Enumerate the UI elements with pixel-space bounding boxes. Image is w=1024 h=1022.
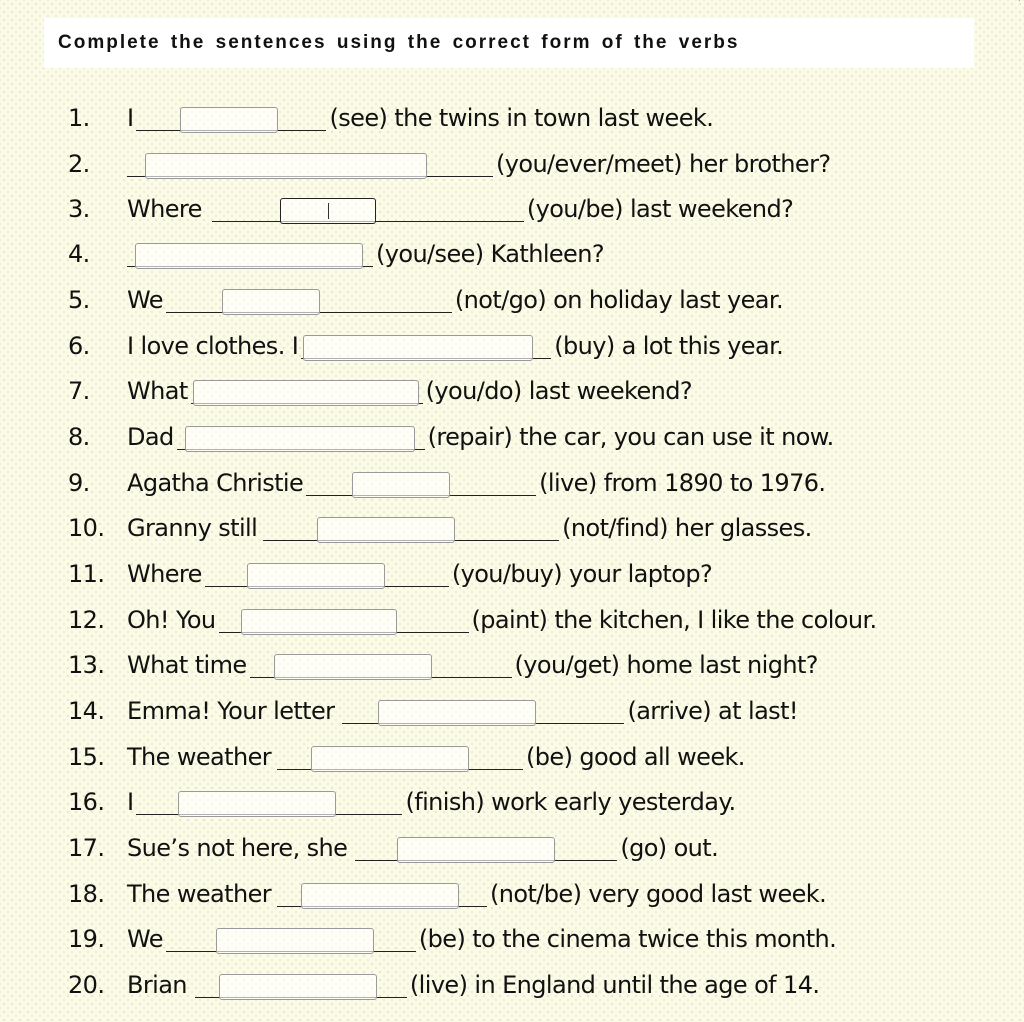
answer-blank bbox=[136, 106, 326, 131]
exercise-row-2 bbox=[68, 147, 830, 181]
answer-input-13[interactable] bbox=[274, 654, 432, 680]
item-number: 16. bbox=[68, 788, 105, 816]
answer-blank bbox=[355, 836, 617, 861]
verb-hint: (not/find) her glasses. bbox=[562, 514, 812, 542]
exercise-row-15 bbox=[68, 740, 745, 774]
verb-hint: (buy) a lot this year. bbox=[554, 332, 784, 360]
sentence-start: Where bbox=[127, 560, 202, 588]
answer-input-10[interactable] bbox=[317, 517, 455, 543]
verb-hint: (live) in England until the age of 14. bbox=[409, 971, 820, 999]
answer-blank bbox=[205, 562, 449, 587]
item-number: 12. bbox=[68, 606, 105, 634]
verb-hint: (you/ever/meet) her brother? bbox=[496, 150, 831, 178]
item-number: 17. bbox=[68, 834, 105, 862]
verb-hint: (see) the twins in town last week. bbox=[329, 104, 714, 132]
exercise-row-12 bbox=[68, 603, 877, 637]
item-number: 7. bbox=[68, 377, 90, 405]
verb-hint: (you/get) home last night? bbox=[514, 651, 818, 679]
answer-input-5[interactable] bbox=[222, 289, 320, 315]
item-number: 9. bbox=[68, 469, 90, 497]
exercise-row-20 bbox=[68, 968, 819, 1002]
sentence-start: I love clothes. I bbox=[127, 332, 299, 360]
answer-input-16[interactable] bbox=[178, 791, 336, 817]
verb-hint: (repair) the car, you can use it now. bbox=[427, 423, 834, 451]
item-number: 5. bbox=[68, 286, 90, 314]
sentence-start: Emma! Your letter bbox=[127, 697, 335, 725]
exercise-row-7 bbox=[68, 374, 692, 408]
sentence-start: We bbox=[127, 925, 163, 953]
item-number: 18. bbox=[68, 880, 105, 908]
sentence-start: What bbox=[127, 377, 188, 405]
exercise-row-17 bbox=[68, 831, 718, 865]
answer-blank bbox=[277, 745, 523, 770]
exercise-row-16 bbox=[68, 785, 736, 819]
item-number: 6. bbox=[68, 332, 90, 360]
sentence-start: I bbox=[127, 788, 134, 816]
exercise-row-8 bbox=[68, 420, 834, 454]
sentence-start: Dad bbox=[127, 423, 174, 451]
exercise-row-4 bbox=[68, 237, 604, 271]
sentence-start: The weather bbox=[127, 743, 272, 771]
exercise-row-3 bbox=[68, 192, 793, 226]
instruction-title: Complete the sentences using the correct form of the verbs bbox=[58, 32, 740, 53]
item-number: 15. bbox=[68, 743, 105, 771]
verb-hint: (you/buy) your laptop? bbox=[451, 560, 713, 588]
answer-input-8[interactable] bbox=[185, 426, 415, 452]
answer-blank bbox=[277, 882, 487, 907]
sentence-start: The weather bbox=[127, 880, 272, 908]
item-number: 20. bbox=[68, 971, 105, 999]
answer-blank bbox=[127, 152, 493, 177]
sentence-start: What time bbox=[127, 651, 247, 679]
exercise-row-9 bbox=[68, 466, 825, 500]
exercise-row-11 bbox=[68, 557, 712, 591]
item-number: 19. bbox=[68, 925, 105, 953]
answer-blank bbox=[212, 197, 524, 222]
answer-blank bbox=[301, 334, 551, 359]
answer-input-19[interactable] bbox=[216, 928, 374, 954]
verb-hint: (finish) work early yesterday. bbox=[405, 788, 736, 816]
answer-blank bbox=[127, 242, 373, 267]
answer-blank bbox=[263, 516, 559, 541]
verb-hint: (not/go) on holiday last year. bbox=[454, 286, 783, 314]
answer-input-1[interactable] bbox=[180, 107, 278, 133]
item-number: 4. bbox=[68, 240, 90, 268]
verb-hint: (you/be) last weekend? bbox=[526, 195, 794, 223]
sentence-start: Oh! You bbox=[127, 606, 216, 634]
exercise-row-5 bbox=[68, 283, 783, 317]
exercise-row-1 bbox=[68, 101, 713, 135]
exercise-row-13 bbox=[68, 648, 818, 682]
sentence-start: Brian bbox=[127, 971, 187, 999]
verb-hint: (not/be) very good last week. bbox=[490, 880, 827, 908]
sentence-start: Where bbox=[127, 195, 202, 223]
text-cursor bbox=[328, 203, 329, 219]
item-number: 11. bbox=[68, 560, 105, 588]
item-number: 2. bbox=[68, 150, 90, 178]
item-number: 13. bbox=[68, 651, 105, 679]
item-number: 14. bbox=[68, 697, 105, 725]
verb-hint: (arrive) at last! bbox=[627, 697, 798, 725]
answer-blank bbox=[166, 288, 452, 313]
answer-input-14[interactable] bbox=[378, 700, 536, 726]
verb-hint: (be) good all week. bbox=[526, 743, 745, 771]
answer-blank bbox=[136, 790, 402, 815]
exercise-row-6 bbox=[68, 329, 783, 363]
sentence-start: I bbox=[127, 104, 134, 132]
verb-hint: (paint) the kitchen, I like the colour. bbox=[471, 606, 877, 634]
answer-blank bbox=[191, 379, 423, 404]
answer-blank bbox=[166, 927, 416, 952]
item-number: 1. bbox=[68, 104, 90, 132]
answer-blank bbox=[177, 425, 425, 450]
answer-input-20[interactable] bbox=[219, 974, 377, 1000]
verb-hint: (be) to the cinema twice this month. bbox=[418, 925, 837, 953]
answer-blank bbox=[219, 608, 469, 633]
answer-input-2[interactable] bbox=[145, 153, 427, 179]
answer-blank bbox=[342, 699, 624, 724]
exercise-row-19 bbox=[68, 922, 836, 956]
sentence-start: We bbox=[127, 286, 163, 314]
verb-hint: (go) out. bbox=[620, 834, 719, 862]
sentence-start: Agatha Christie bbox=[127, 469, 304, 497]
sentence-start: Granny still bbox=[127, 514, 258, 542]
item-number: 8. bbox=[68, 423, 90, 451]
answer-input-4[interactable] bbox=[135, 243, 363, 269]
answer-input-17[interactable] bbox=[397, 837, 555, 863]
answer-input-6[interactable] bbox=[303, 335, 533, 361]
exercise-row-10 bbox=[68, 511, 812, 545]
exercise-row-14 bbox=[68, 694, 798, 728]
verb-hint: (you/do) last weekend? bbox=[425, 377, 692, 405]
answer-input-18[interactable] bbox=[301, 883, 459, 909]
answer-input-11[interactable] bbox=[247, 563, 385, 589]
item-number: 3. bbox=[68, 195, 90, 223]
verb-hint: (you/see) Kathleen? bbox=[376, 240, 604, 268]
answer-input-7[interactable] bbox=[193, 380, 419, 406]
answer-input-12[interactable] bbox=[241, 609, 397, 635]
answer-input-9[interactable] bbox=[352, 472, 450, 498]
item-number: 10. bbox=[68, 514, 105, 542]
exercise-row-18 bbox=[68, 877, 826, 911]
answer-blank bbox=[195, 973, 407, 998]
sentence-start: Sue’s not here, she bbox=[127, 834, 348, 862]
answer-input-15[interactable] bbox=[311, 746, 469, 772]
answer-blank bbox=[250, 653, 512, 678]
answer-blank bbox=[306, 471, 536, 496]
verb-hint: (live) from 1890 to 1976. bbox=[539, 469, 826, 497]
